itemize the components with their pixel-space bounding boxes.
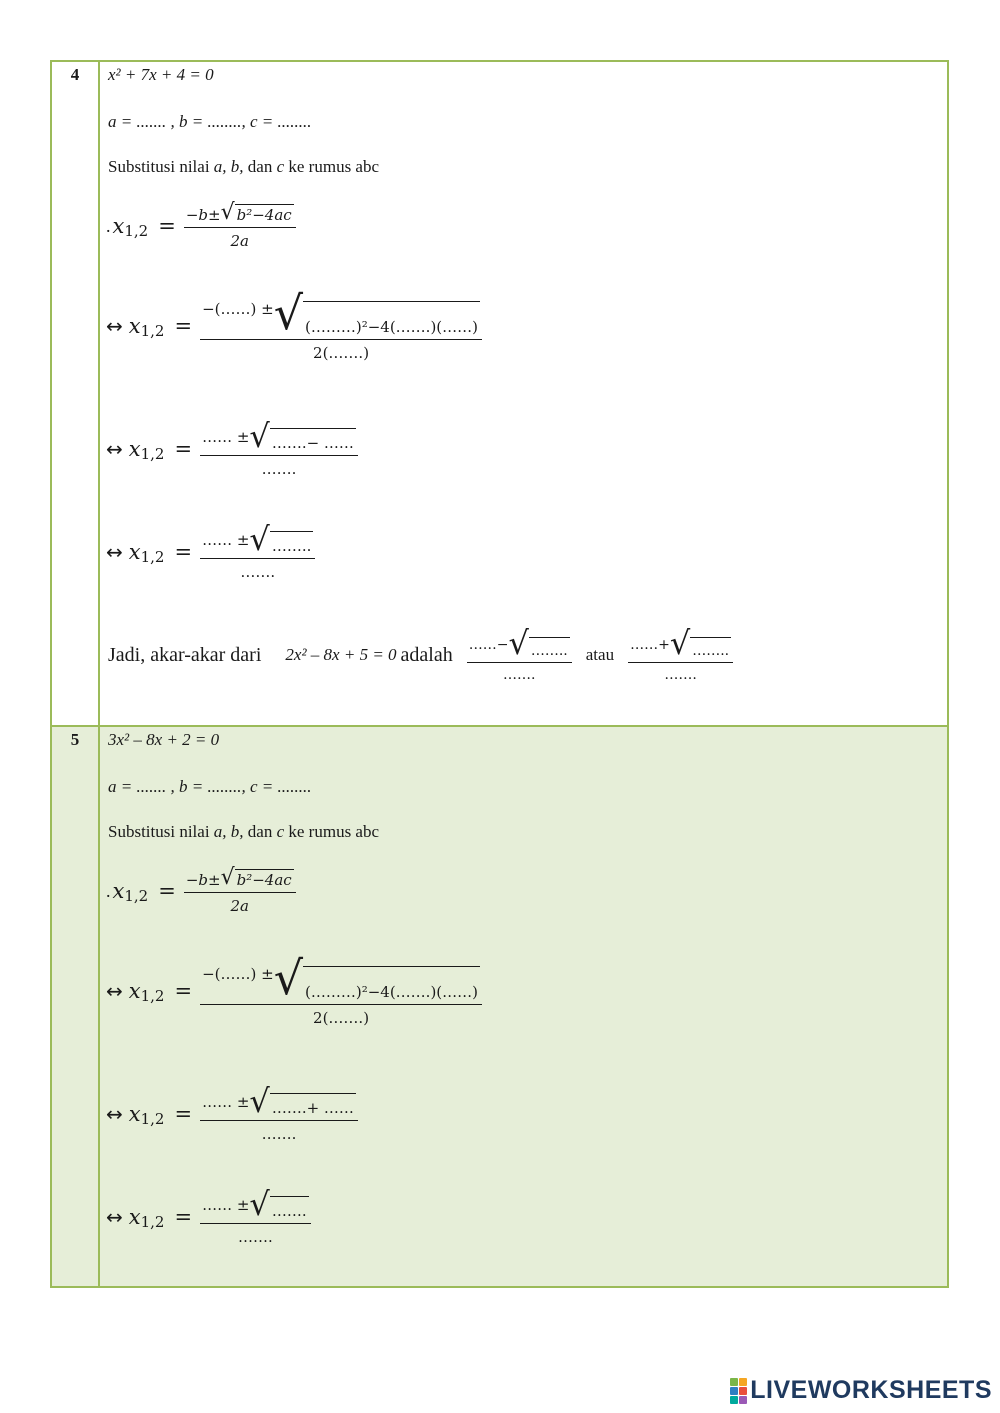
logo-grid-icon	[730, 1378, 747, 1404]
substitution-instruction: Substitusi nilai a, b, dan c ke rumus abc	[108, 822, 380, 841]
step-2-fraction[interactable]: …… ± √ …….− …… …….	[200, 420, 358, 478]
problem-number-cell	[51, 726, 99, 1287]
problem-equation: 3x² – 8x + 2 = 0	[108, 730, 220, 749]
conclusion-equation: 2x² – 8x + 5 = 0	[285, 645, 397, 664]
formula-fraction: −b± √ b²−4ac 2a	[184, 867, 296, 915]
step-1-fraction[interactable]: −(……) ± √ (………)²−4(…….)(……) 2(…….)	[200, 955, 482, 1027]
problem-row-5	[51, 726, 948, 1287]
step-3-simplify: ↔ x 1,2 = …… ± √ ……. …….	[106, 1188, 311, 1246]
step-1-fraction[interactable]: −(……) ± √ (………)²−4(…….)(……) 2(…….)	[200, 290, 482, 362]
problem-number: 4	[70, 65, 80, 84]
step-2-simplify: ↔ x 1,2 = …… ± √ …….+ …… …….	[106, 1085, 358, 1143]
step-2-fraction[interactable]: …… ± √ …….+ …… …….	[200, 1085, 358, 1143]
liveworksheets-logo	[730, 1376, 992, 1405]
quadratic-formula: . x 1,2 = −b± √ b²−4ac 2a	[106, 202, 296, 250]
root-2-fraction[interactable]: ……+ √ …….. …….	[628, 627, 733, 683]
substitution-instruction: Substitusi nilai a, b, dan c ke rumus abc	[108, 157, 380, 176]
formula-fraction: −b± √ b²−4ac 2a	[184, 202, 296, 250]
step-1-substitution: ↔ x 1,2 = −(……) ± √ (………)²−4(…….)(……) 2(…….)	[106, 290, 482, 362]
problem-equation: x² + 7x + 4 = 0	[108, 65, 214, 84]
root-1-fraction[interactable]: ……− √ …….. …….	[467, 627, 572, 683]
problem-content-cell	[99, 726, 948, 1287]
conclusion-middle: adalah	[400, 643, 453, 666]
logo-text: LIVEWORKSHEETS	[750, 1376, 992, 1404]
step-1-substitution: ↔ x 1,2 = −(……) ± √ (………)²−4(…….)(……) 2(…….)	[106, 955, 482, 1027]
problem-number: 5	[70, 730, 80, 749]
problem-row-4	[51, 61, 948, 726]
step-3-simplify: ↔ x 1,2 = …… ± √ …….. …….	[106, 523, 315, 581]
step-3-fraction[interactable]: …… ± √ ……. …….	[200, 1188, 311, 1246]
or-label: atau	[585, 645, 615, 664]
quadratic-formula: . x 1,2 = −b± √ b²−4ac 2a	[106, 867, 296, 915]
step-2-simplify: ↔ x 1,2 = …… ± √ …….− …… …….	[106, 420, 358, 478]
conclusion-prefix: Jadi, akar-akar dari	[108, 643, 262, 666]
coefficients-line: a = ....... , b = ........, c = ........	[108, 112, 312, 131]
problem-content-cell	[99, 61, 948, 726]
conclusion-line	[108, 624, 747, 683]
step-3-fraction[interactable]: …… ± √ …….. …….	[200, 523, 315, 581]
problem-number-cell	[51, 61, 99, 726]
worksheet-table	[50, 60, 949, 1288]
coefficients-line: a = ....... , b = ........, c = ........	[108, 777, 312, 796]
